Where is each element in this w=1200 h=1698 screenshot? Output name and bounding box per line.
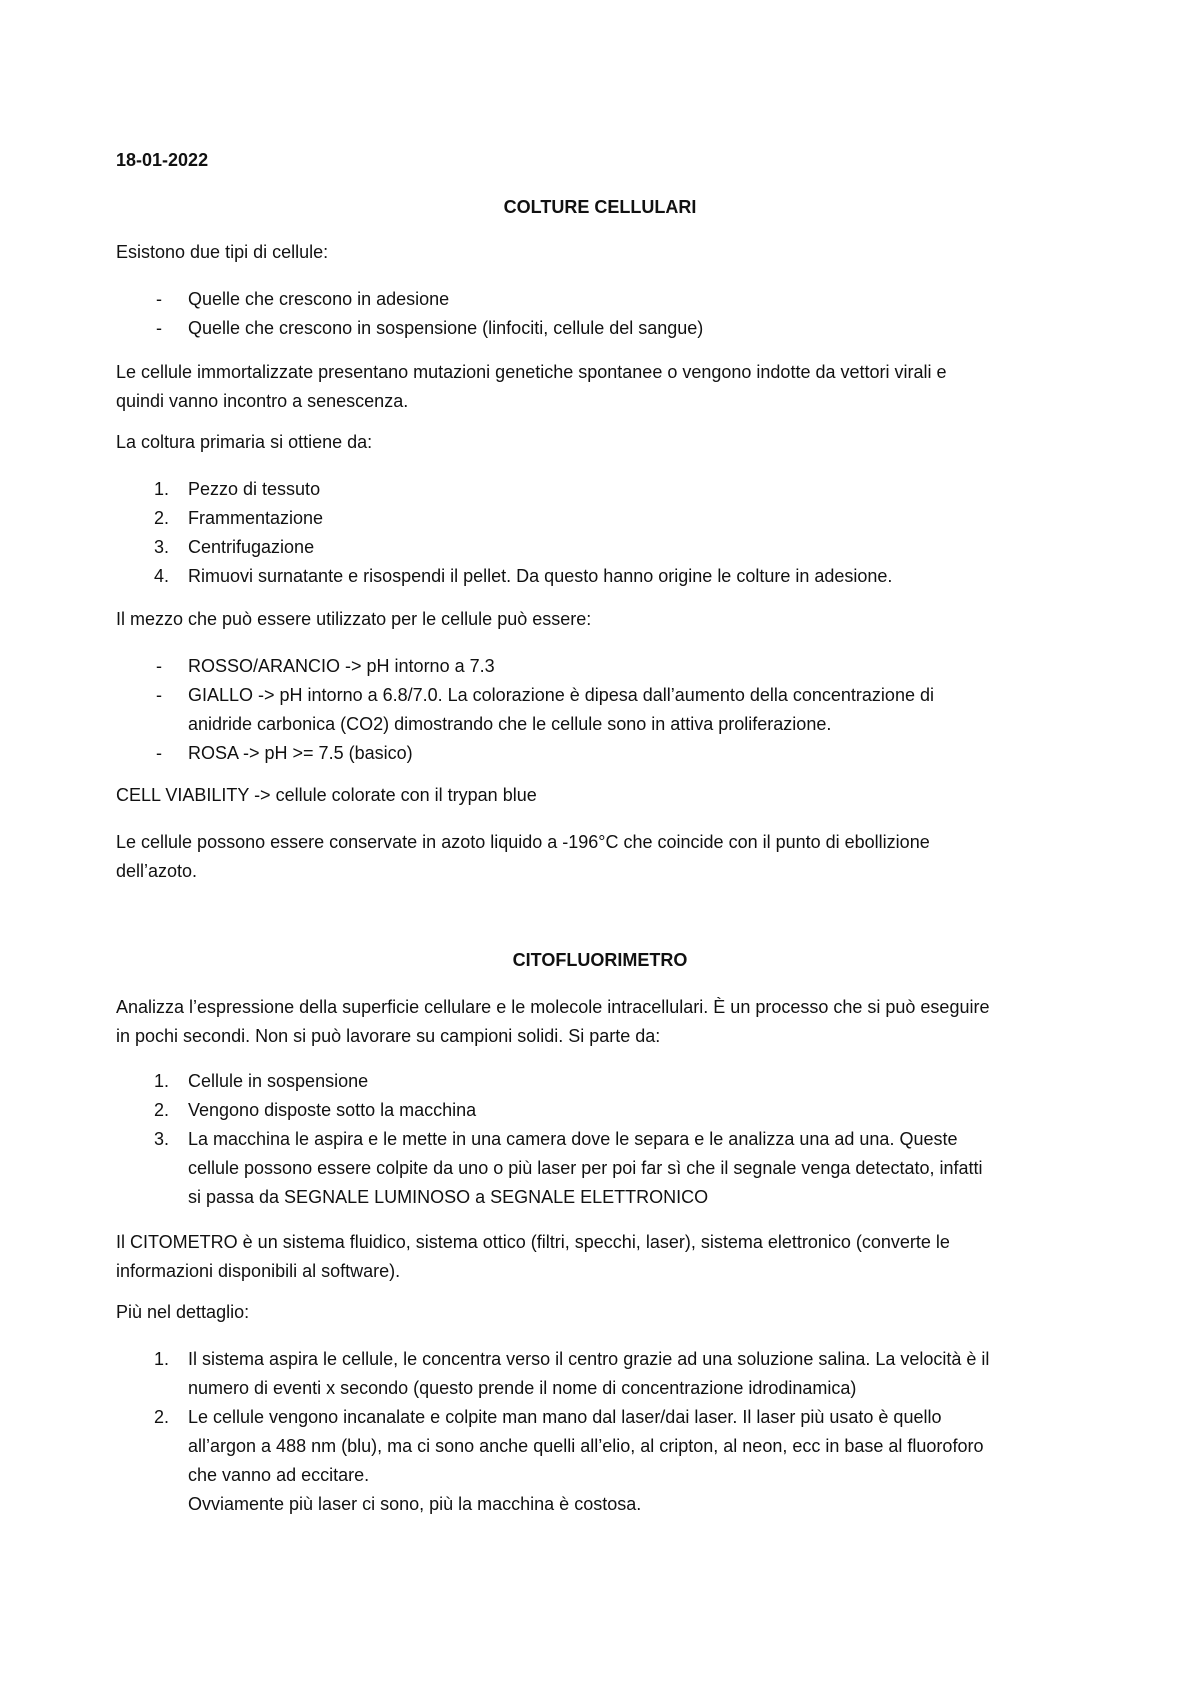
list-item-text: Cellule in sospensione: [188, 1071, 369, 1091]
list-item-text: [188, 1125, 1068, 1212]
text-line: che vanno ad eccitare.: [188, 1465, 370, 1485]
paragraph-detail-intro: Più nel dettaglio:: [116, 1302, 250, 1322]
paragraph-analizza: [116, 993, 1076, 1051]
text-line: La macchina le aspira e le mette in una camera dove le separa e le analizza una ad una. Queste: [188, 1129, 958, 1149]
text-line: in pochi secondi. Non si può lavorare su campioni solidi. Si parte da:: [116, 1026, 661, 1046]
text-line: Le cellule immortalizzate presentano mutazioni genetiche spontanee o vengono indotte da vettori virali e: [116, 362, 947, 382]
number-marker: 1.: [154, 479, 170, 499]
list-item-text: Centrifugazione: [188, 537, 315, 557]
list-item-text: [188, 1403, 1068, 1519]
text-line: quindi vanno incontro a senescenza.: [116, 391, 409, 411]
document-date: 18-01-2022: [116, 150, 209, 170]
list-item-text: [188, 1345, 1068, 1403]
section-title-colture: COLTURE CELLULARI: [503, 197, 697, 217]
text-line: numero di eventi x secondo (questo prende il nome di concentrazione idrodinamica): [188, 1378, 857, 1398]
list-item-text: Frammentazione: [188, 508, 324, 528]
list-item-text: Quelle che crescono in sospensione (linfociti, cellule del sangue): [188, 318, 704, 338]
paragraph-primary-intro: La coltura primaria si ottiene da:: [116, 432, 373, 452]
number-marker: 3.: [154, 1129, 170, 1149]
number-marker: 2.: [154, 1407, 170, 1427]
text-line: informazioni disponibili al software).: [116, 1261, 401, 1281]
dash-marker: -: [156, 289, 162, 309]
number-marker: 1.: [154, 1071, 170, 1091]
list-item-text: [188, 681, 1068, 739]
dash-marker: -: [156, 743, 162, 763]
section-title-citofluorimetro: CITOFLUORIMETRO: [512, 950, 688, 970]
number-marker: 3.: [154, 537, 170, 557]
text-line: Ovviamente più laser ci sono, più la macchina è costosa.: [188, 1494, 642, 1514]
list-item-text: ROSA -> pH >= 7.5 (basico): [188, 743, 413, 763]
paragraph-intro: Esistono due tipi di cellule:: [116, 242, 329, 262]
paragraph-storage: [116, 828, 1076, 886]
dash-marker: -: [156, 318, 162, 338]
list-item-text: Vengono disposte sotto la macchina: [188, 1100, 477, 1120]
text-line: Il sistema aspira le cellule, le concentra verso il centro grazie ad una soluzione salina. La velocità è il: [188, 1349, 990, 1369]
list-item-text: Rimuovi surnatante e risospendi il pellet. Da questo hanno origine le colture in adesione.: [188, 566, 893, 586]
text-line: cellule possono essere colpite da uno o più laser per poi far sì che il segnale venga detectato, infatti: [188, 1158, 983, 1178]
dash-marker: -: [156, 685, 162, 705]
text-line: anidride carbonica (CO2) dimostrando che le cellule sono in attiva proliferazione.: [188, 714, 832, 734]
text-line: GIALLO -> pH intorno a 6.8/7.0. La colorazione è dipesa dall’aumento della concentrazione di: [188, 685, 934, 705]
text-line: all’argon a 488 nm (blu), ma ci sono anche quelli all’elio, al cripton, al neon, ecc in base al fluoroforo: [188, 1436, 984, 1456]
text-line: Le cellule vengono incanalate e colpite man mano dal laser/dai laser. Il laser più usato è quello: [188, 1407, 942, 1427]
list-item-text: Pezzo di tessuto: [188, 479, 321, 499]
list-item-text: Quelle che crescono in adesione: [188, 289, 450, 309]
paragraph-immortal: [116, 358, 1076, 416]
list-item-text: ROSSO/ARANCIO -> pH intorno a 7.3: [188, 656, 495, 676]
number-marker: 2.: [154, 1100, 170, 1120]
number-marker: 2.: [154, 508, 170, 528]
paragraph-medium-intro: Il mezzo che può essere utilizzato per le cellule può essere:: [116, 609, 592, 629]
paragraph-viability: CELL VIABILITY -> cellule colorate con il trypan blue: [116, 785, 537, 805]
text-line: dell’azoto.: [116, 861, 198, 881]
text-line: si passa da SEGNALE LUMINOSO a SEGNALE ELETTRONICO: [188, 1187, 709, 1207]
paragraph-citometro: [116, 1228, 1076, 1286]
number-marker: 4.: [154, 566, 170, 586]
dash-marker: -: [156, 656, 162, 676]
text-line: Analizza l’espressione della superficie cellulare e le molecole intracellulari. È un processo che si può eseguire: [116, 997, 990, 1017]
text-line: Il CITOMETRO è un sistema fluidico, sistema ottico (filtri, specchi, laser), sistema elettronico (converte le: [116, 1232, 950, 1252]
number-marker: 1.: [154, 1349, 170, 1369]
text-line: Le cellule possono essere conservate in azoto liquido a -196°C che coincide con il punto di ebollizione: [116, 832, 930, 852]
